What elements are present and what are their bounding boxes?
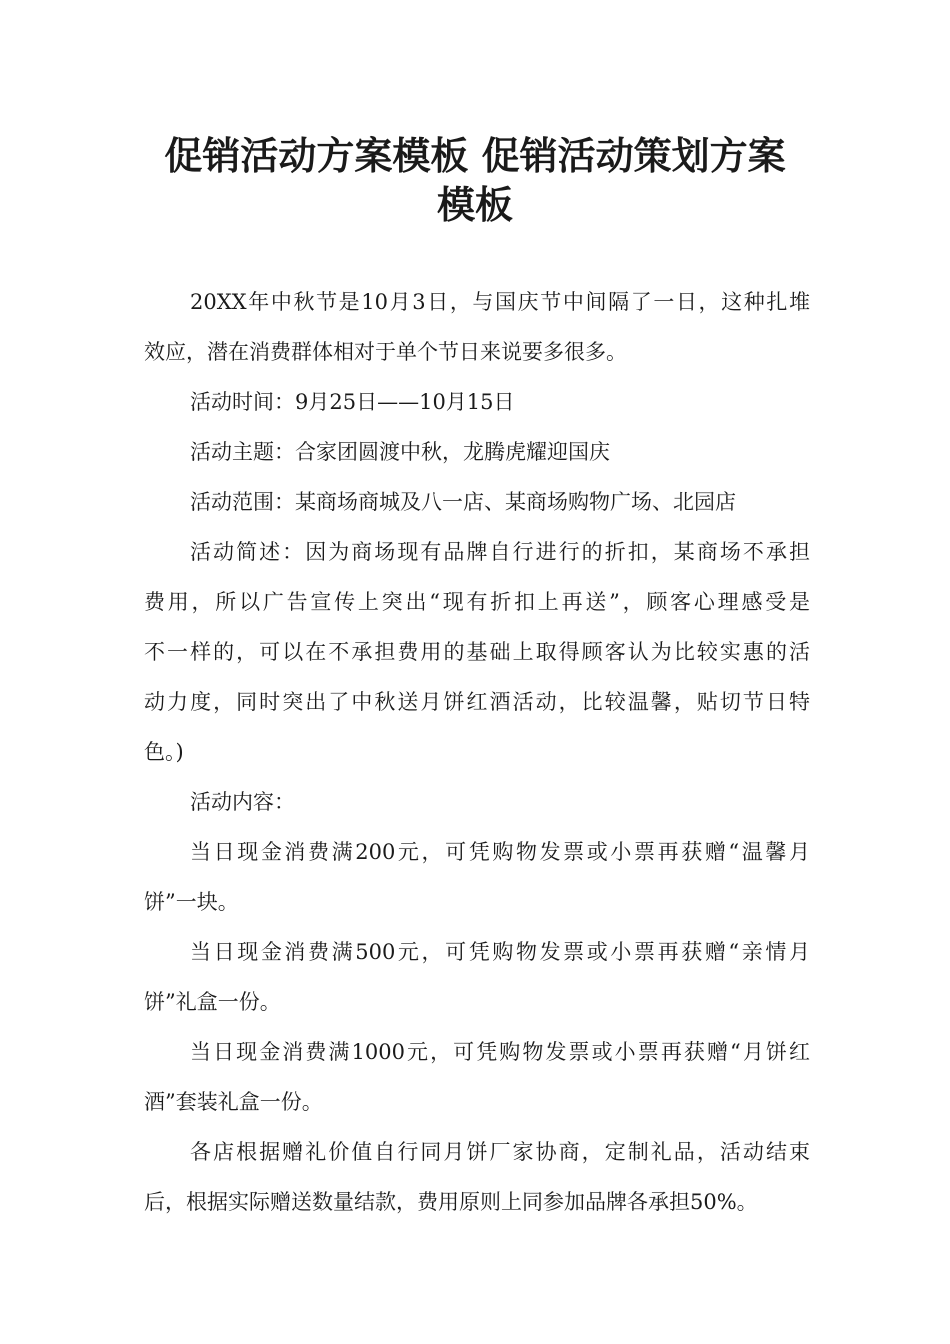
paragraph-line: 活动主题：合家团圆渡中秋，龙腾虎耀迎国庆 <box>190 440 610 464</box>
paragraph-line: 饼”一块。 <box>144 890 239 914</box>
document-body <box>144 277 810 1227</box>
paragraph-line: 20XX年中秋节是10月3日，与国庆节中间隔了一日，这种扎堆 <box>190 290 810 314</box>
document-title-line-2: 模板 <box>436 183 513 227</box>
paragraph-line: 各店根据赠礼价值自行同月饼厂家协商，定制礼品，活动结束 <box>190 1140 810 1164</box>
paragraph-line: 后，根据实际赠送数量结款，费用原则上同参加品牌各承担50%。 <box>144 1190 758 1214</box>
paragraph-line: 活动时间：9月25日——10月15日 <box>190 390 515 414</box>
paragraph-line: 当日现金消费满200元，可凭购物发票或小票再获赠“温馨月 <box>190 840 810 864</box>
paragraph-line: 活动简述：因为商场现有品牌自行进行的折扣，某商场不承担 <box>190 540 810 564</box>
paragraph-line: 活动范围：某商场商城及八一店、某商场购物广场、北园店 <box>190 490 736 514</box>
paragraph-line: 动力度，同时突出了中秋送月饼红酒活动，比较温馨，贴切节日特 <box>144 690 810 714</box>
paragraph-line: 饼”礼盒一份。 <box>144 990 281 1014</box>
paragraph-line: 当日现金消费满500元，可凭购物发票或小票再获赠“亲情月 <box>190 940 810 964</box>
paragraph-line: 效应，潜在消费群体相对于单个节日来说要多很多。 <box>144 340 627 364</box>
paragraph-line: 当日现金消费满1000元，可凭购物发票或小票再获赠“月饼红 <box>190 1040 810 1064</box>
paragraph-line: 色。) <box>144 740 184 764</box>
paragraph-line: 费用，所以广告宣传上突出“现有折扣上再送”，顾客心理感受是 <box>144 590 810 614</box>
paragraph-line: 活动内容： <box>190 790 295 814</box>
paragraph-line: 不一样的，可以在不承担费用的基础上取得顾客认为比较实惠的活 <box>144 640 810 664</box>
paragraph-line: 酒”套装礼盒一份。 <box>144 1090 323 1114</box>
document-title-line-1: 促销活动方案模板 促销活动策划方案 <box>164 134 786 178</box>
